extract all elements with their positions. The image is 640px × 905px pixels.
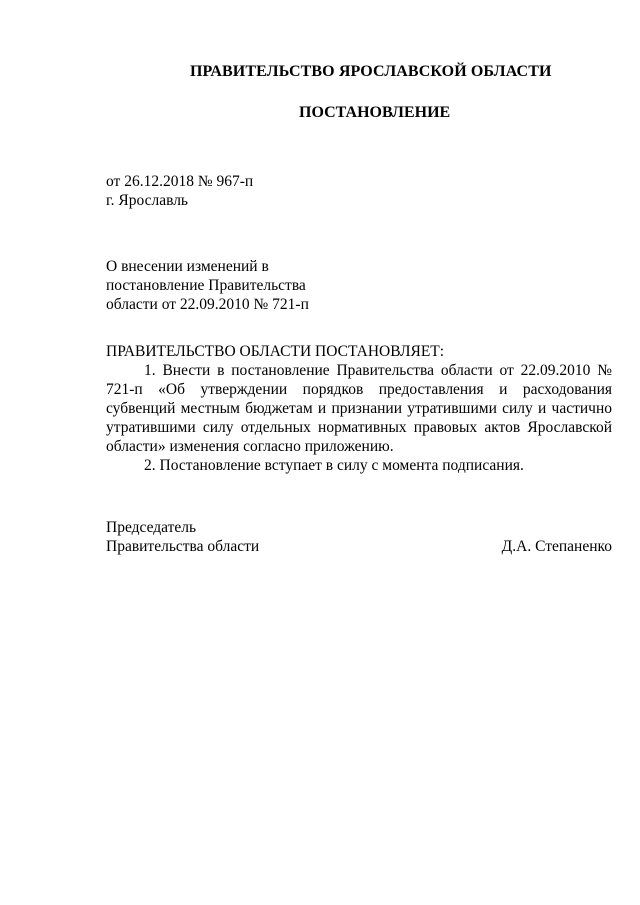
resolution-item-1: 1. Внести в постановление Правительства области от 22.09.2010 № 721-п «Об утверждении порядков предоставления и расходования субвенций местным бюджетам и признании утратившими силу и частично утратившими силу отдельных нормативных правовых актов Ярославской области» изменения согласно приложению. [106, 362, 612, 455]
document-meta [106, 172, 253, 210]
signatory-title-line-2: Правительства области [106, 538, 260, 555]
date-number: от 26.12.2018 № 967-п [106, 173, 254, 190]
subject-line-2: постановление Правительства [106, 277, 306, 294]
signatory-name: Д.А. Степаненко [501, 538, 612, 555]
signature-row [106, 537, 612, 556]
document-subject [106, 257, 309, 314]
subject-line-3: области от 22.09.2010 № 721-п [106, 296, 309, 313]
signature-block [106, 518, 612, 556]
organization-title: ПРАВИТЕЛЬСТВО ЯРОСЛАВСКОЙ ОБЛАСТИ [190, 63, 552, 80]
document-type-title: ПОСТАНОВЛЕНИЕ [299, 104, 451, 121]
subject-line-1: О внесении изменений в [106, 258, 269, 275]
city: г. Ярославль [106, 192, 188, 209]
signatory-title-line-1: Председатель [106, 519, 197, 536]
resolution-item-2: 2. Постановление вступает в силу с момента подписания. [144, 457, 524, 474]
preamble: ПРАВИТЕЛЬСТВО ОБЛАСТИ ПОСТАНОВЛЯЕТ: [106, 343, 445, 360]
document-body [106, 342, 612, 475]
